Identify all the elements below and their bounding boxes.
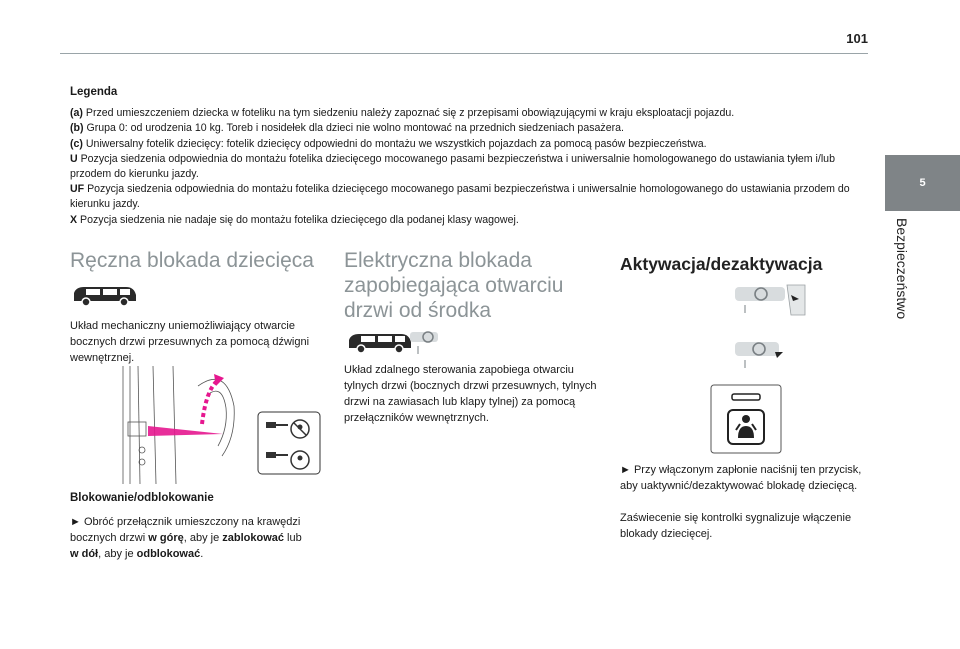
instruction-text: , aby je [183,532,223,544]
legend-text: Grupa 0: od urodzenia 10 kg. Toreb i nosidełek dla dzieci nie wolno montować na przednich siedzeniach pasażera. [83,122,624,135]
instruction-text: Obróć przełącznik umieszczony na krawędzi bocznych drzwi [70,516,301,544]
legend-title: Legenda [70,86,118,98]
chapter-number: 5 [919,177,926,189]
steering-wheel-door-icon [735,283,807,317]
legend-block [70,85,876,228]
manual-lock-title: Ręczna blokada dziecięca [70,249,314,272]
chapter-label-text: Bezpieczeństwo [894,218,910,320]
chapter-label [894,218,910,348]
legend-item [70,213,876,228]
legend-key: (a) [70,107,83,120]
legend-text: Przed umieszczeniem dziecka w foteliku na tym siedzeniu należy zapoznać się z przepisami obowiązującymi w kraju eksploatacji pojazdu. [82,107,735,120]
van-icon [70,283,140,307]
instruction-text: , aby je [98,548,137,560]
instruction-text: lub [284,532,302,544]
legend-key: (c) [70,137,83,150]
activation-note: Zaświecenie się kontrolki sygnalizuje włączenie blokady dziecięcej. [620,512,852,540]
chapter-tab[interactable] [885,155,960,211]
instruction-emph: odblokować [136,548,201,560]
child-lock-button-icon[interactable] [710,384,782,454]
legend-key: (b) [70,122,84,135]
legend-item [70,121,876,136]
header-rule [60,53,868,54]
page-number: 101 [846,31,868,46]
manual-lock-instruction [70,514,332,562]
electric-lock-section [344,248,604,323]
activation-instruction: ► Przy włączonym zapłonie naciśnij ten przycisk, aby uaktywnić/dezaktywować blokadę dziecięcą. [620,464,862,492]
steering-wheel-icon [410,330,438,356]
legend-text: Pozycja siedzenia odpowiednia do montażu fotelika dziecięcego mocowanego pasami bezpieczeństwa i uniwersalnie homologowanego do ustawiania przodem do kierunku jazdy. [70,183,850,211]
instruction-emph: w dół [70,548,99,560]
instruction-emph: w górę [148,532,184,544]
bullet-arrow: ► [70,516,81,528]
legend-item [70,182,876,212]
manual-lock-description: Układ mechaniczny uniemożliwiający otwarcie bocznych drzwi przesuwnych za pomocą dźwigni wewnętrznej. [70,320,310,364]
legend-item [70,152,876,182]
door-switch-illustration [118,366,323,484]
van-icon [345,330,415,354]
legend-key: X [70,213,78,226]
legend-item [70,106,876,121]
electric-lock-description: Układ zdalnego sterowania zapobiega otwarciu tylnych drzwi (bocznych drzwi przesuwnych, tylnych drzwi na zawiasach lub klapy tylnej) za pomocą przełączników wewnętrznych. [344,364,597,424]
lock-unlock-heading: Blokowanie/odblokowanie [70,492,214,504]
manual-lock-section [70,248,330,273]
legend-key: UF [70,183,85,196]
legend-text: Pozycja siedzenia nie nadaje się do montażu fotelika dziecięcego dla podanej klasy wagowej. [77,213,519,226]
steering-wheel-icon [735,338,785,370]
electric-lock-title: Elektryczna blokada zapobiegająca otwarciu drzwi od środka [344,249,564,322]
legend-text: Pozycja siedzenia odpowiednia do montażu fotelika dziecięcego mocowanego pasami bezpieczeństwa i uniwersalnie homologowanego do ustawiania tyłem i/lub przodem do kierunku jazdy. [70,152,835,181]
legend-text: Uniwersalny fotelik dziecięcy: fotelik dziecięcy odpowiedni do montażu we wszystkich pojazdach za pomocą pasów bezpieczeństwa. [82,137,707,150]
legend-item [70,137,876,152]
legend-key: U [70,152,78,165]
instruction-emph: zablokować [222,532,284,544]
instruction-text: . [200,548,204,560]
activation-section [620,248,880,275]
activation-title: Aktywacja/dezaktywacja [620,254,823,274]
